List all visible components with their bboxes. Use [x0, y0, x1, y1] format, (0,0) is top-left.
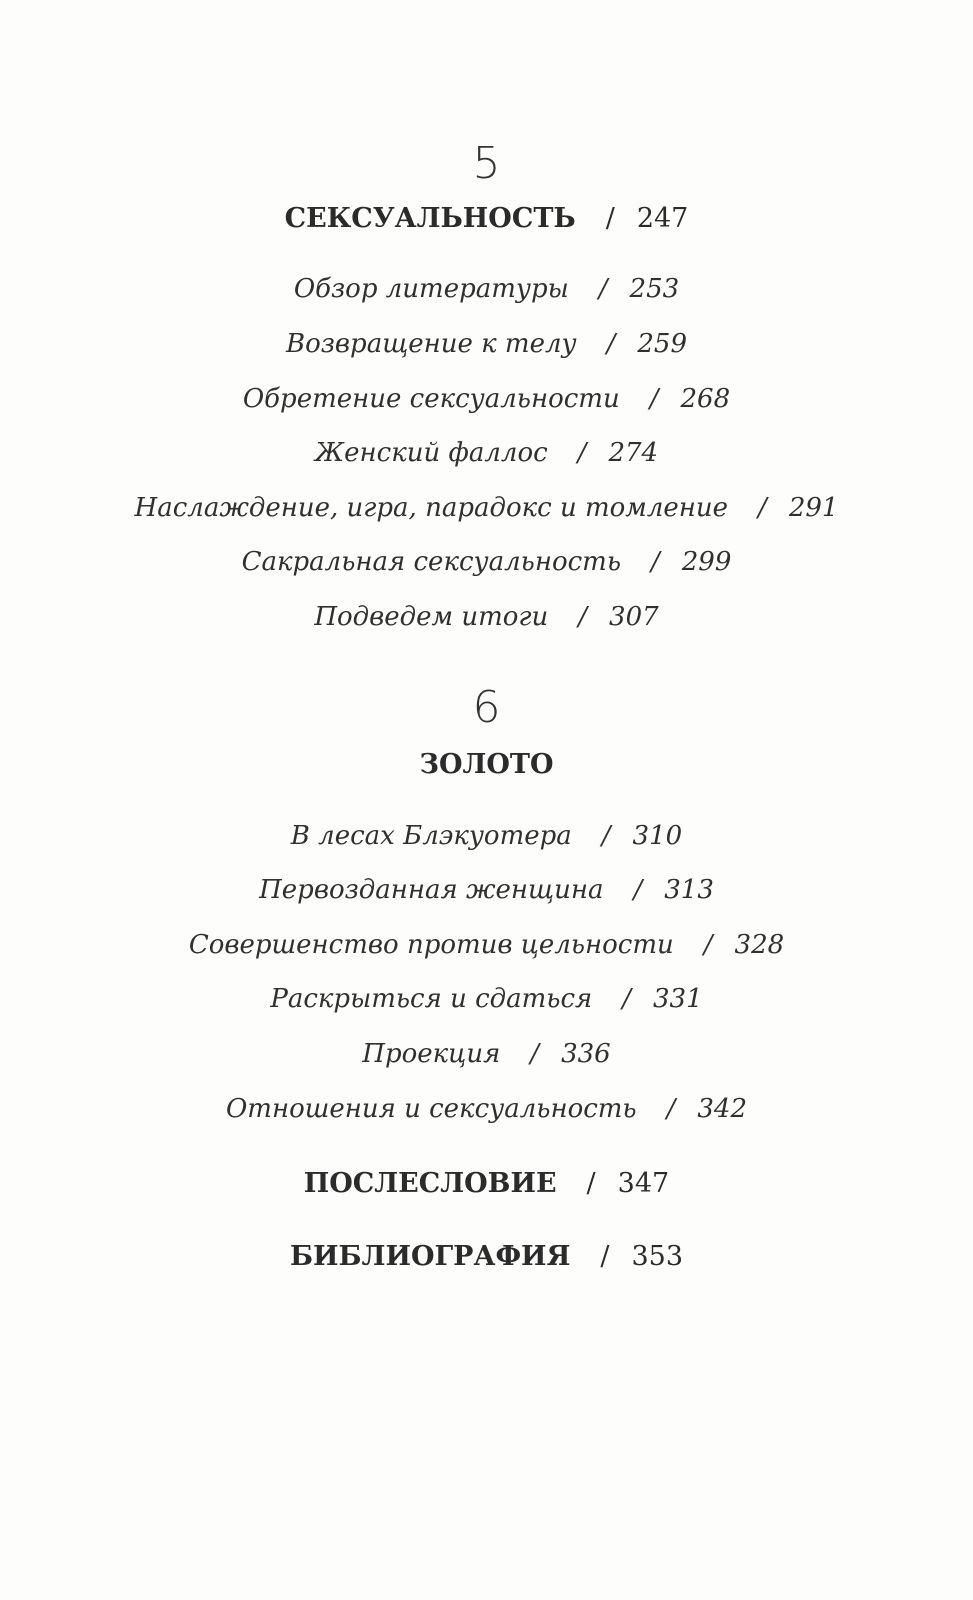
subsection-title: Сакральная сексуальность — [241, 547, 621, 577]
chapter-entry — [0, 751, 973, 778]
chapter-title: СЕКСУАЛЬНОСТЬ — [284, 203, 576, 234]
separator: / — [703, 930, 713, 960]
separator: / — [601, 821, 611, 851]
subsection-entry — [0, 986, 973, 1012]
subsection-entry — [0, 331, 973, 357]
subsection-title: Совершенство против цельности — [188, 930, 674, 960]
separator: / — [605, 203, 615, 234]
page-number: 310 — [632, 821, 683, 851]
subsection-entry — [0, 1096, 973, 1122]
subsection-entry — [0, 276, 973, 302]
subsection-title: Обретение сексуальности — [242, 384, 620, 414]
page-number: 353 — [631, 1241, 684, 1272]
chapter-title: ЗОЛОТО — [419, 749, 554, 780]
page-number: 347 — [617, 1168, 670, 1199]
subsection-title: Наслаждение, игра, парадокс и томление — [134, 493, 729, 523]
section-numeral: 6 — [472, 682, 501, 733]
separator: / — [598, 274, 608, 304]
separator: / — [578, 602, 588, 632]
chapter-title: БИБЛИОГРАФИЯ — [289, 1241, 571, 1272]
page-number: 342 — [697, 1094, 747, 1124]
subsection-title: Возвращение к телу — [285, 329, 577, 359]
chapter-title: ПОСЛЕСЛОВИЕ — [303, 1168, 557, 1199]
separator: / — [606, 329, 616, 359]
chapter-entry — [0, 1170, 973, 1197]
page-number: 247 — [636, 203, 689, 234]
separator: / — [633, 875, 643, 905]
page-number: 307 — [609, 602, 659, 632]
separator: / — [758, 493, 767, 523]
separator: / — [666, 1094, 676, 1124]
subsection-entry — [0, 549, 973, 575]
section-numeral: 5 — [472, 138, 501, 189]
subsection-title: В лесах Блэкуотера — [290, 821, 572, 851]
subsection-entry — [0, 932, 973, 958]
page-number: 253 — [629, 274, 680, 304]
subsection-entry — [0, 1041, 973, 1067]
subsection-title: Проекция — [362, 1039, 501, 1069]
separator: / — [649, 384, 659, 414]
chapter-entry — [0, 1243, 973, 1270]
subsection-entry — [0, 877, 973, 903]
page-number: 259 — [637, 329, 688, 359]
subsection-entry — [0, 386, 973, 412]
subsection-entry — [0, 495, 973, 521]
subsection-title: Обзор литературы — [293, 274, 569, 304]
subsection-entry — [0, 604, 973, 630]
page-number: 274 — [608, 438, 659, 468]
subsection-entry — [0, 823, 973, 849]
subsection-entry — [0, 440, 973, 466]
subsection-title: Первозданная женщина — [259, 875, 604, 905]
subsection-title: Подведем итоги — [314, 602, 549, 632]
separator: / — [586, 1168, 596, 1199]
page-number: 336 — [561, 1039, 611, 1069]
chapter-entry — [0, 205, 973, 232]
page-number: 268 — [680, 384, 731, 414]
page-number: 331 — [653, 984, 703, 1014]
subsection-title: Раскрыться и сдаться — [270, 984, 593, 1014]
subsection-title: Отношения и сексуальность — [225, 1094, 637, 1124]
page-number: 291 — [788, 493, 839, 523]
page-number: 328 — [734, 930, 785, 960]
page-number: 313 — [664, 875, 714, 905]
separator: / — [650, 547, 660, 577]
separator: / — [577, 438, 587, 468]
separator: / — [530, 1039, 540, 1069]
subsection-title: Женский фаллос — [314, 438, 548, 468]
separator: / — [622, 984, 631, 1014]
separator: / — [600, 1241, 610, 1272]
page-number: 299 — [681, 547, 732, 577]
